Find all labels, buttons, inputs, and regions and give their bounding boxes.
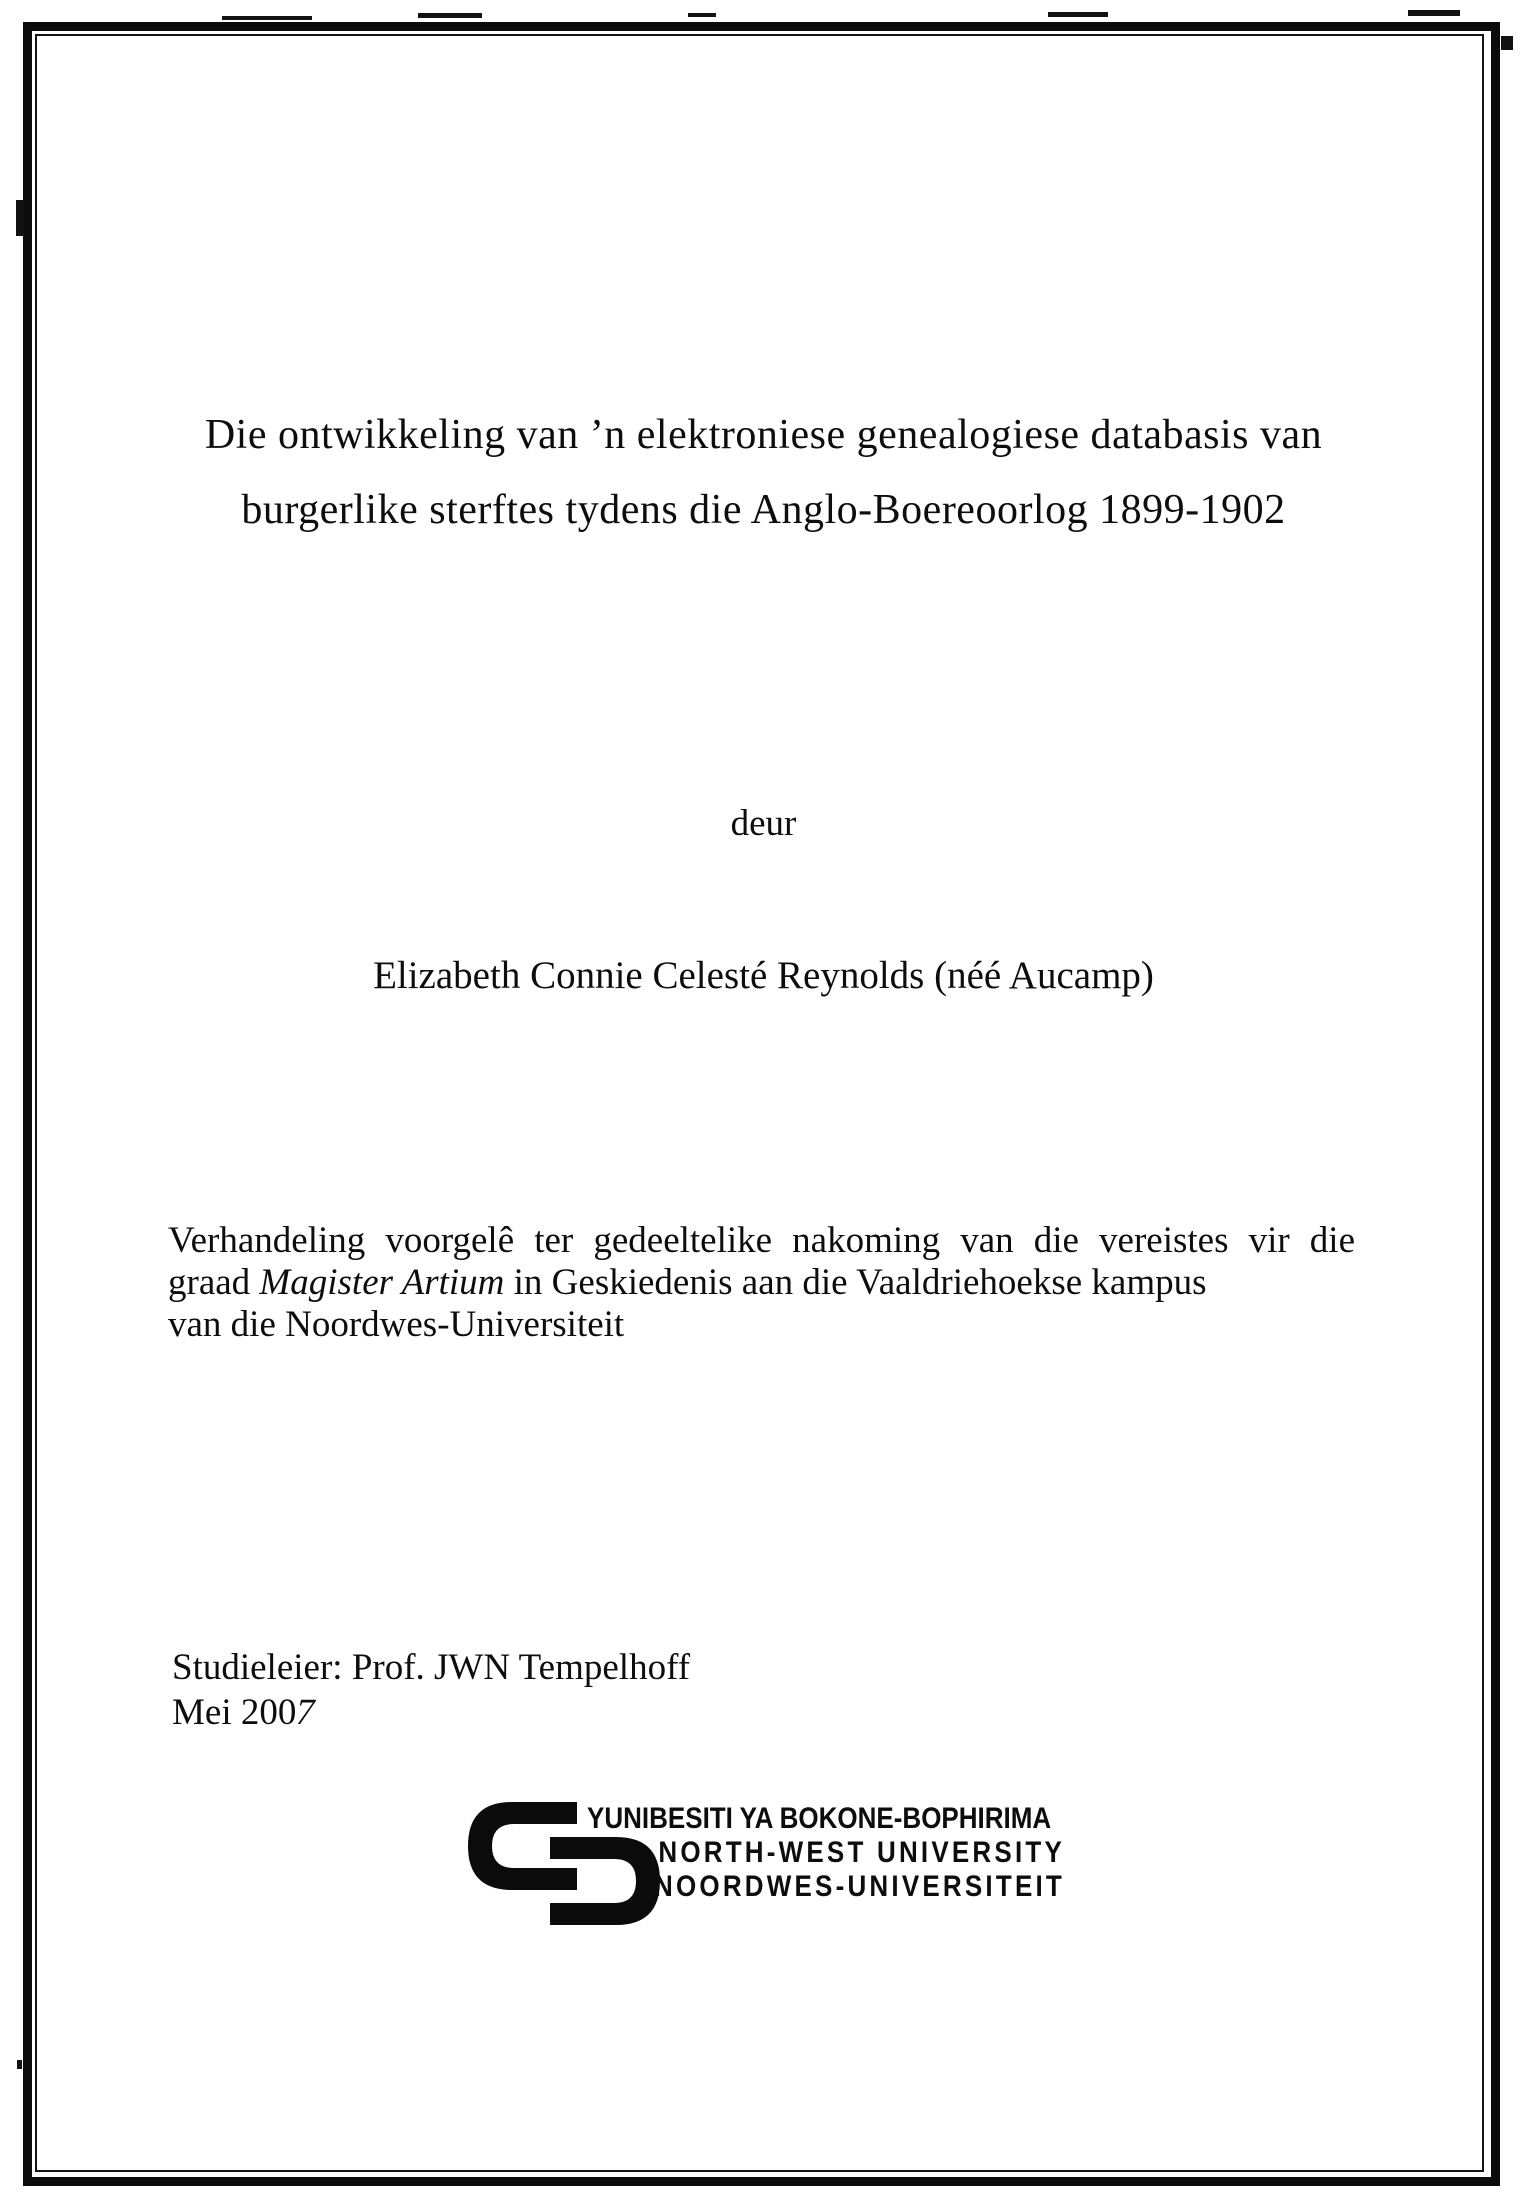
author-name: Elizabeth Connie Celesté Reynolds (néé Aucamp) <box>373 954 1154 997</box>
date-last-digit: 7 <box>292 1692 320 1733</box>
supervisor-line: Studieleier: Prof. JWN Tempelhoff <box>172 1647 691 1688</box>
date-line <box>172 1690 1072 1735</box>
scan-artifact <box>1408 10 1460 16</box>
submission-statement <box>168 1220 1355 1346</box>
scan-artifact <box>222 16 312 20</box>
submission-line-2-suffix: in Geskiedenis aan die Vaaldriehoekse kampus <box>504 1262 1207 1303</box>
thesis-title-line-1: Die ontwikkeling van ’n elektroniese genealogiese databasis van <box>204 412 1323 458</box>
scan-artifact <box>16 200 24 236</box>
submission-line-2 <box>168 1262 1355 1304</box>
scan-artifact <box>418 13 482 18</box>
submission-line-1: Verhandeling voorgelê ter gedeeltelike nakoming van die vereistes vir die <box>168 1220 1355 1261</box>
scan-artifact <box>17 2060 22 2069</box>
nwu-logo-line-english: NORTH-WEST UNIVERSITY <box>658 1834 1065 1869</box>
byline-deur: deur <box>730 803 797 844</box>
degree-name-italic: Magister Artium <box>259 1262 505 1303</box>
date-prefix: Mei 200 <box>172 1692 297 1733</box>
thesis-title-line-2: burgerlike sterftes tydens die Anglo-Boereoorlog 1899-1902 <box>241 487 1286 533</box>
submission-line-2-prefix: graad <box>168 1262 260 1303</box>
scan-artifact <box>1501 36 1513 50</box>
nwu-logo-text <box>587 1801 1065 1903</box>
submission-line-3: van die Noordwes-Universiteit <box>168 1304 625 1345</box>
scan-artifact <box>1048 12 1108 17</box>
nwu-logo-line-setswana: YUNIBESITI YA BOKONE-BOPHIRIMA <box>587 1801 1052 1835</box>
nwu-logo-line-afrikaans: NOORDWES-UNIVERSITEIT <box>654 1868 1065 1903</box>
supervisor-block <box>172 1645 1072 1735</box>
thesis-title <box>0 398 1527 548</box>
scan-artifact <box>688 13 716 17</box>
